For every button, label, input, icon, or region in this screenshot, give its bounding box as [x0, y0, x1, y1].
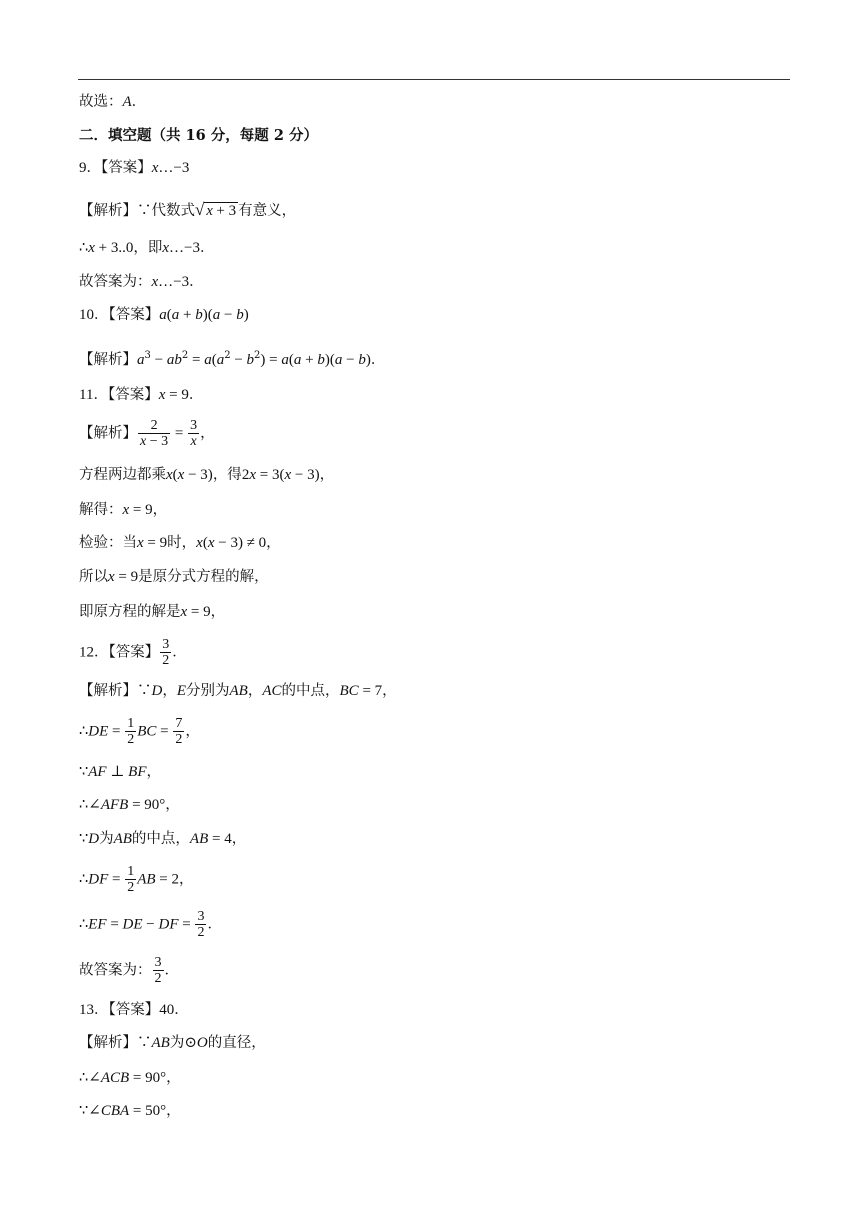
text-line: 故答案为：x…−3．	[79, 274, 204, 290]
text-line: ∴DE = $\frac{1}{2}$ BC = $\frac{7}{2}$ ，	[79, 716, 200, 747]
text-line: 12．【答案】 $\frac{3}{2}$ ．	[79, 637, 187, 668]
text-line: 解得：x = 9，	[79, 502, 168, 518]
text-line: 【解析】∵D，E分别为AB，AC的中点，BC = 7，	[79, 683, 397, 699]
text-line: ∴EF = DE − DF = $\frac{3}{2}$ ．	[79, 909, 222, 940]
text-line: 故选：A．	[79, 94, 147, 110]
text-line: 【解析】$a^3 - ab^2 = a(a^2 - b^2) = a(a + b)(a - b)$．	[79, 350, 386, 368]
text-line: 13．【答案】40．	[79, 1002, 189, 1018]
section-heading: 二．填空题（共 16 分，每题 2 分）	[79, 127, 318, 144]
text-line: ∴∠AFB = 90°，	[79, 797, 180, 813]
text-line: 10．【答案】a(a + b)(a − b)	[79, 307, 249, 323]
text-line: 所以x = 9是原分式方程的解，	[79, 569, 269, 585]
text-line: ∵AF ⊥ BF，	[79, 764, 161, 780]
text-line: ∴DF = $\frac{1}{2}$ AB = 2，	[79, 864, 194, 895]
text-line: 9．【答案】x…−3	[79, 160, 190, 176]
text-line: ∴x + 3..0，即x…−3．	[79, 240, 215, 256]
text-line: 即原方程的解是x = 9，	[79, 604, 226, 620]
text-line: 11．【答案】x = 9．	[79, 387, 204, 403]
text-line: ∴∠ACB = 90°，	[79, 1070, 181, 1086]
header-rule	[78, 79, 790, 80]
text-line: ∵D为AB的中点，AB = 4，	[79, 831, 247, 847]
text-line: 检验：当x = 9时，x(x − 3) ≠ 0，	[79, 535, 281, 551]
text-line: 【解析】∵代数式√ x + 3 有意义，	[79, 200, 297, 219]
text-line: 【解析】 $\frac{2}{x - 3}$ = $\frac{3}{x}$ ，	[79, 418, 215, 449]
text-line: 故答案为： $\frac{3}{2}$ ．	[79, 955, 179, 986]
text-line: 方程两边都乘x(x − 3)，得2x = 3(x − 3)，	[79, 467, 335, 483]
text-line: 【解析】∵AB为⊙O的直径，	[79, 1035, 266, 1051]
text-line: ∵∠CBA = 50°，	[79, 1103, 181, 1119]
